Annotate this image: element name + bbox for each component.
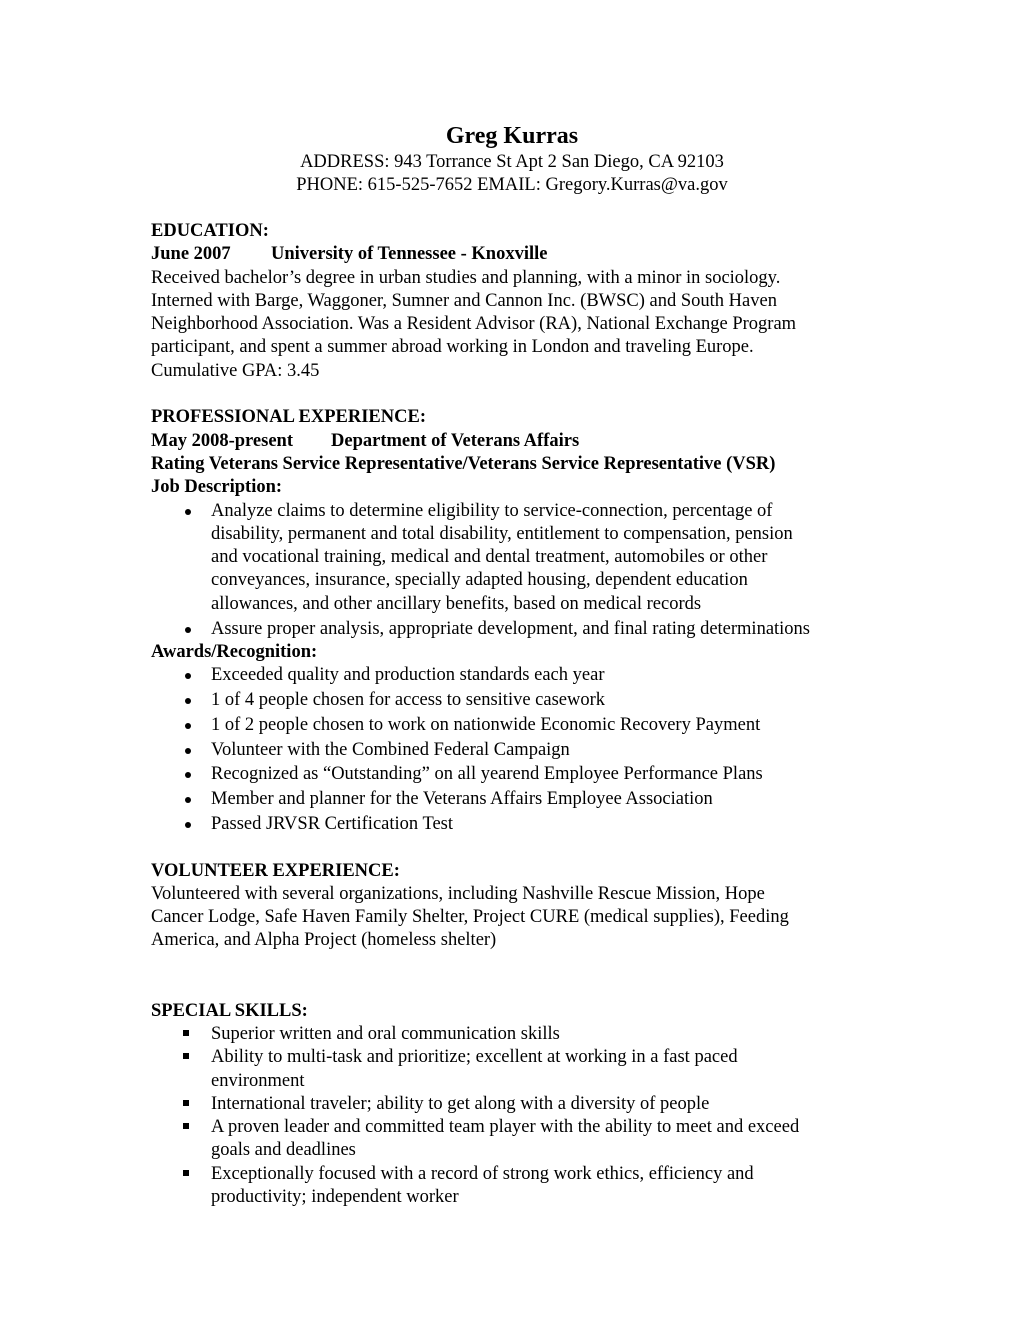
experience-date-line bbox=[151, 430, 871, 453]
experience-employer: Department of Veterans Affairs bbox=[331, 430, 580, 451]
section-spacer bbox=[151, 953, 871, 990]
award-text: Volunteer with the Combined Federal Campaign bbox=[211, 739, 570, 760]
candidate-name: Greg Kurras bbox=[445, 123, 579, 149]
education-title: EDUCATION: bbox=[151, 221, 269, 241]
education-line: Received bachelor’s degree in urban studies and planning, with a minor in sociology. bbox=[151, 267, 781, 288]
award-text: 1 of 4 people chosen for access to sensitive casework bbox=[211, 689, 606, 710]
list-item bbox=[151, 788, 871, 811]
experience-date: May 2008-present bbox=[151, 430, 293, 451]
job-description-label: Job Description: bbox=[151, 477, 283, 498]
skill-line: A proven leader and committed team player with the ability to meet and exceed bbox=[211, 1117, 800, 1138]
education-section bbox=[151, 220, 871, 383]
skills-section bbox=[151, 1000, 871, 1210]
skill-line: environment bbox=[211, 1070, 305, 1091]
phone-email-line: PHONE: 615-525-7652 EMAIL: Gregory.Kurras@va.gov bbox=[296, 175, 728, 196]
skill-line: Exceptionally focused with a record of strong work ethics, efficiency and bbox=[211, 1163, 754, 1184]
awards-label: Awards/Recognition: bbox=[151, 641, 318, 662]
section-spacer bbox=[151, 836, 871, 859]
list-item bbox=[151, 689, 871, 712]
award-text: Recognized as “Outstanding” on all yearend Employee Performance Plans bbox=[211, 764, 763, 785]
duty-line: conveyances, insurance, specially adapted housing, dependent education bbox=[211, 570, 748, 591]
list-item bbox=[151, 500, 871, 616]
list-item bbox=[151, 739, 871, 762]
list-item bbox=[151, 714, 871, 737]
list-item bbox=[151, 763, 871, 786]
education-line: Cumulative GPA: 3.45 bbox=[151, 360, 320, 381]
experience-position: Rating Veterans Service Representative/Veterans Service Representative (VSR) bbox=[151, 453, 776, 474]
skill-line: Superior written and oral communication skills bbox=[211, 1024, 560, 1044]
duty-line: Assure proper analysis, appropriate development, and final rating determinations bbox=[211, 618, 811, 639]
duties-list bbox=[151, 500, 871, 641]
award-text: 1 of 2 people chosen to work on nationwide Economic Recovery Payment bbox=[211, 714, 761, 735]
volunteer-line: America, and Alpha Project (homeless shelter) bbox=[151, 930, 497, 951]
education-date: June 2007 bbox=[151, 244, 231, 265]
resume-content bbox=[151, 220, 871, 1209]
awards-list bbox=[151, 664, 871, 836]
duty-line: and vocational training, medical and dental treatment, automobiles or other bbox=[211, 547, 768, 568]
skill-line: productivity; independent worker bbox=[211, 1187, 459, 1208]
education-school: University of Tennessee - Knoxville bbox=[271, 244, 548, 265]
volunteer-line: Cancer Lodge, Safe Haven Family Shelter, Project CURE (medical supplies), Feeding bbox=[151, 907, 789, 928]
skills-list bbox=[151, 1023, 871, 1209]
duty-line: Analyze claims to determine eligibility to service-connection, percentage of bbox=[211, 500, 773, 521]
award-text: Member and planner for the Veterans Affairs Employee Association bbox=[211, 789, 713, 810]
volunteer-line: Volunteered with several organizations, including Nashville Rescue Mission, Hope bbox=[151, 883, 765, 904]
education-line: Interned with Barge, Waggoner, Sumner and Cannon Inc. (BWSC) and South Haven bbox=[151, 290, 777, 311]
skills-title: SPECIAL SKILLS: bbox=[151, 1000, 308, 1021]
volunteer-title: VOLUNTEER EXPERIENCE: bbox=[151, 860, 400, 881]
list-item bbox=[151, 618, 871, 641]
list-item bbox=[151, 664, 871, 687]
skill-line: International traveler; ability to get along with a diversity of people bbox=[211, 1093, 710, 1114]
education-line: participant, and spent a summer abroad working in London and traveling Europe. bbox=[151, 337, 754, 358]
duty-line: allowances, and other ancillary benefits, based on medical records bbox=[211, 593, 702, 614]
resume-header bbox=[0, 121, 1024, 198]
award-text: Passed JRVSR Certification Test bbox=[211, 813, 453, 834]
duty-line: disability, permanent and total disability, entitlement to compensation, pension bbox=[211, 523, 793, 544]
list-item bbox=[151, 1163, 871, 1210]
experience-title: PROFESSIONAL EXPERIENCE: bbox=[151, 407, 426, 428]
experience-section bbox=[151, 406, 871, 836]
address-line: ADDRESS: 943 Torrance St Apt 2 San Diego, CA 92103 bbox=[300, 152, 724, 172]
list-item bbox=[151, 1093, 871, 1116]
skill-line: goals and deadlines bbox=[211, 1140, 356, 1161]
volunteer-section bbox=[151, 860, 871, 953]
list-item bbox=[151, 1046, 871, 1093]
list-item bbox=[151, 813, 871, 836]
education-date-line bbox=[151, 243, 871, 266]
section-spacer bbox=[151, 990, 871, 1000]
award-text: Exceeded quality and production standards each year bbox=[211, 665, 605, 686]
section-spacer bbox=[151, 383, 871, 406]
list-item bbox=[151, 1116, 871, 1163]
education-line: Neighborhood Association. Was a Resident Advisor (RA), National Exchange Program bbox=[151, 314, 797, 335]
skill-line: Ability to multi-task and prioritize; excellent at working in a fast paced bbox=[211, 1047, 738, 1068]
list-item bbox=[151, 1023, 871, 1046]
